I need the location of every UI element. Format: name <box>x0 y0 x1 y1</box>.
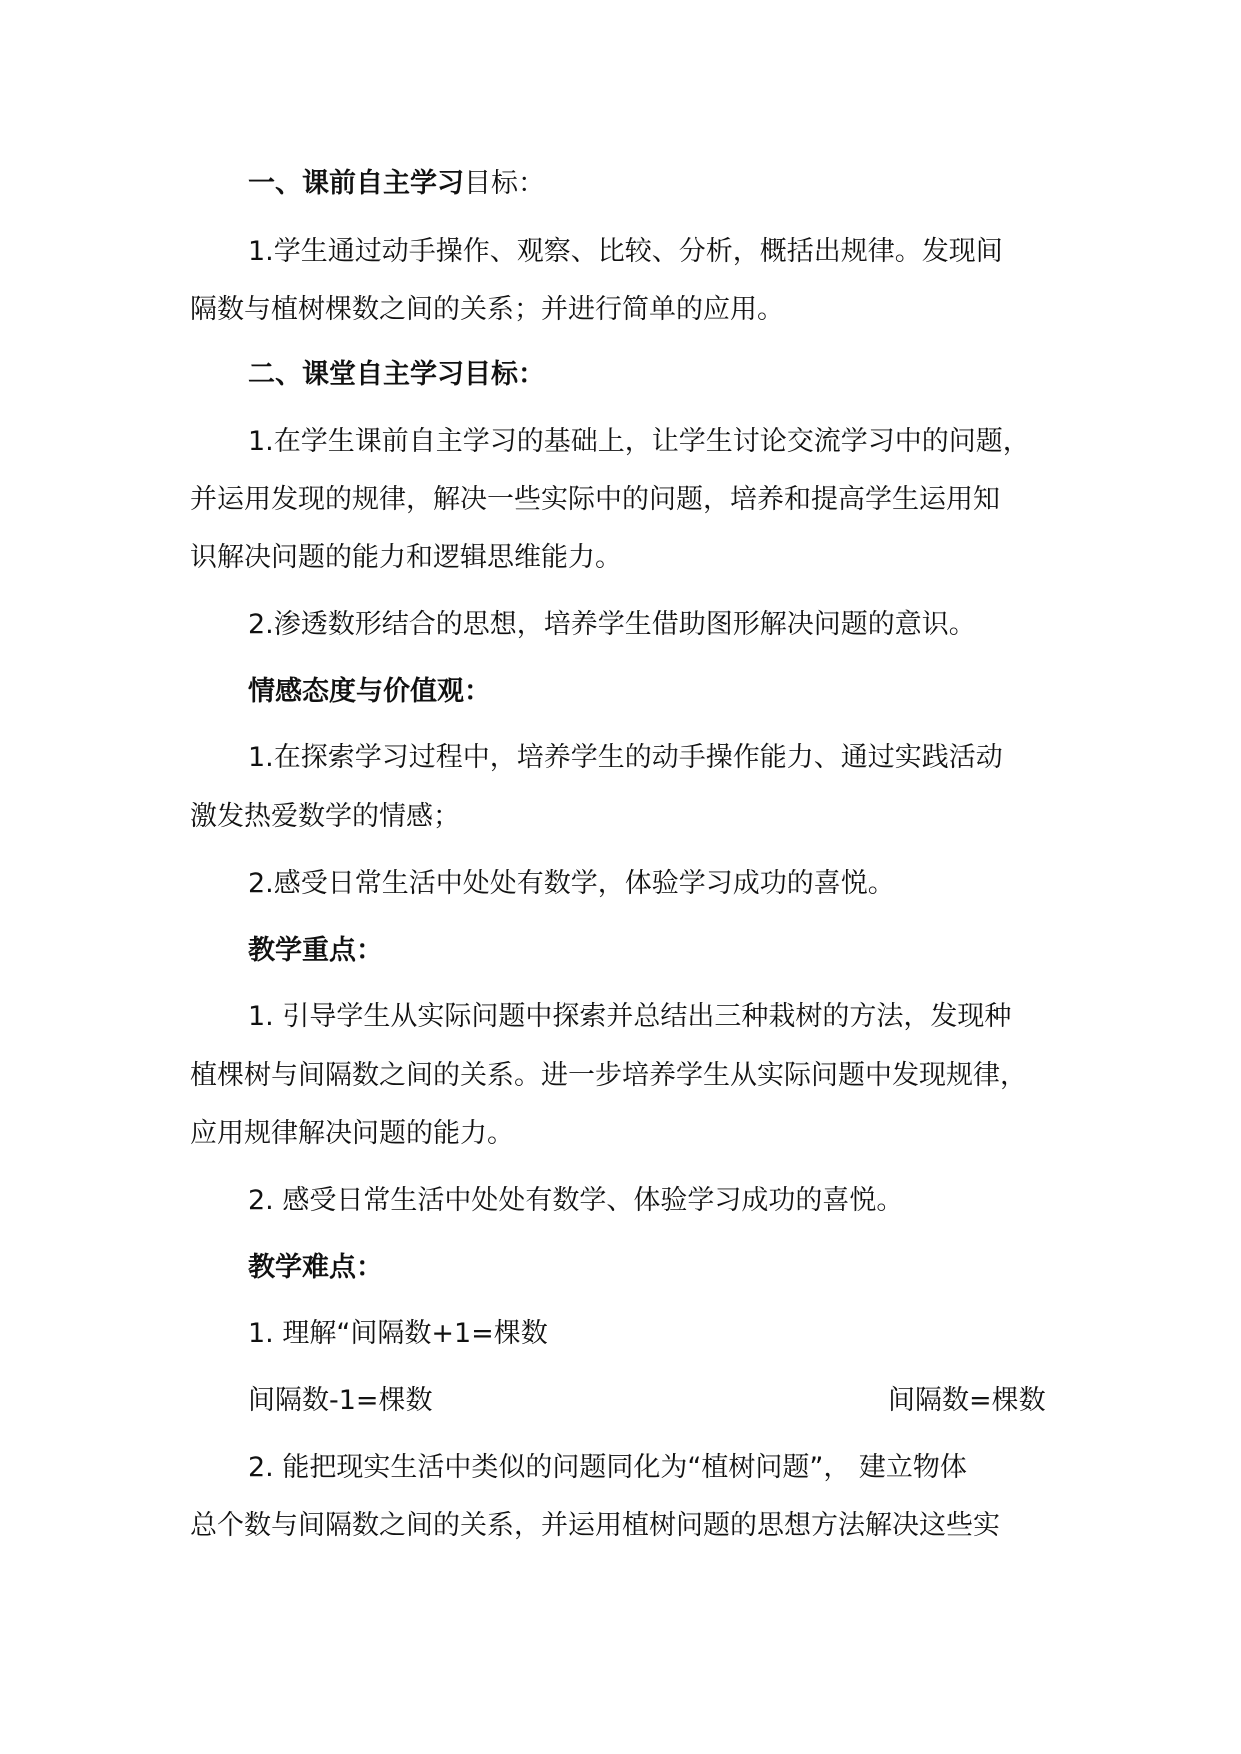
section-2-item-1-line-2: 并运用发现的规律，解决一些实际中的问题，培养和提高学生运用知 <box>190 484 1000 515</box>
section-2-heading: 二、课堂自主学习目标： <box>248 359 545 390</box>
formula-equal: 间隔数=棵数 <box>888 1385 1046 1416</box>
section-5-item-2-line-2: 总个数与间隔数之间的关系，并运用植树问题的思想方法解决这些实 <box>190 1510 1000 1541</box>
section-3-item-1-line-1: 1.在探索学习过程中，培养学生的动手操作能力、通过实践活动 <box>248 742 1003 773</box>
section-5-item-1: 1. 理解“间隔数+1=棵数 <box>248 1318 548 1349</box>
section-1-item-1-line-2: 隔数与植树棵数之间的关系；并进行简单的应用。 <box>190 294 784 325</box>
section-1-item-1-line-1: 1.学生通过动手操作、观察、比较、分析，概括出规律。发现间 <box>248 236 1003 267</box>
section-2-item-1-line-1: 1.在学生课前自主学习的基础上，让学生讨论交流学习中的问题， <box>248 426 1030 457</box>
section-1-heading-bold: 一、课前自主学习 <box>248 168 464 199</box>
section-3-item-1-line-2: 激发热爱数学的情感； <box>190 801 460 832</box>
section-4-item-1-line-2: 植棵树与间隔数之间的关系。进一步培养学生从实际问题中发现规律， <box>190 1060 1027 1091</box>
section-5-item-2-line-1: 2. 能把现实生活中类似的问题同化为“植树问题”， 建立物体 <box>248 1452 967 1483</box>
section-1-heading <box>248 164 1070 204</box>
section-3-item-2: 2.感受日常生活中处处有数学，体验学习成功的喜悦。 <box>248 868 895 899</box>
section-4-item-1-line-3: 应用规律解决问题的能力。 <box>190 1118 514 1149</box>
section-4-heading: 教学重点： <box>248 935 383 966</box>
section-1-heading-rest: 目标： <box>464 168 545 199</box>
section-3-heading: 情感态度与价值观： <box>248 676 491 707</box>
section-4-item-1-line-1: 1. 引导学生从实际问题中探索并总结出三种栽树的方法，发现种 <box>248 1001 1012 1032</box>
section-2-item-1-line-3: 识解决问题的能力和逻辑思维能力。 <box>190 542 622 573</box>
formula-minus-one: 间隔数-1=棵数 <box>248 1385 433 1416</box>
section-4-item-2: 2. 感受日常生活中处处有数学、体验学习成功的喜悦。 <box>248 1185 904 1216</box>
section-5-heading: 教学难点： <box>248 1252 383 1283</box>
section-2-item-2: 2.渗透数形结合的思想，培养学生借助图形解决问题的意识。 <box>248 609 976 640</box>
section-5-formulas <box>248 1381 1070 1421</box>
